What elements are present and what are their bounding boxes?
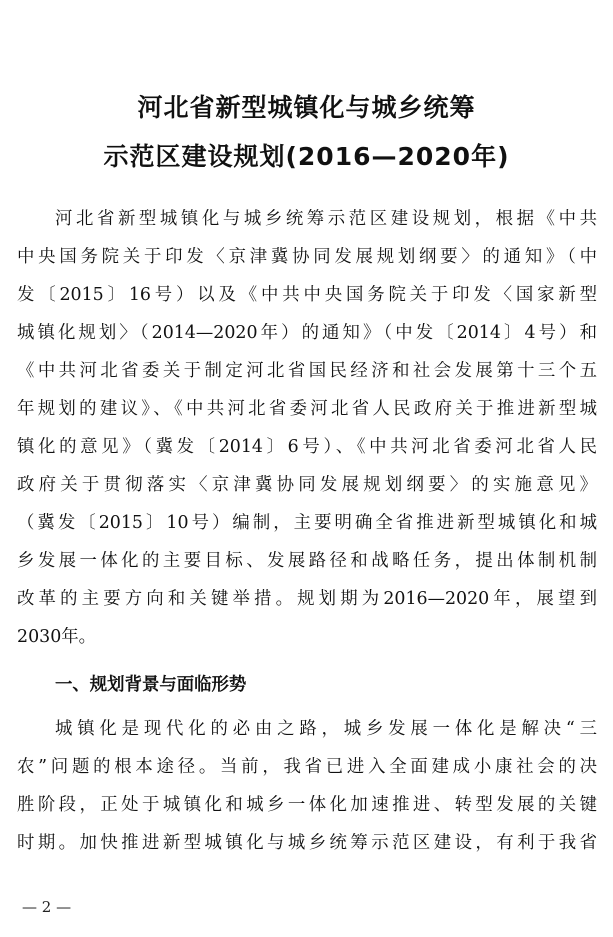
paragraph-line: 城镇化规划〉（2014—2020年）的通知》（中发〔2014〕4号）和	[17, 323, 597, 343]
paragraph-line: 2030年。	[17, 627, 97, 647]
paragraph-line: 胜阶段，正处于城镇化和城乡一体化加速推进、转型发展的关键	[17, 795, 597, 815]
paragraph-line: 农”问题的根本途径。当前，我省已进入全面建成小康社会的决	[17, 757, 597, 777]
paragraph-line: 改革的主要方向和关键举措。规划期为2016—2020年，展望到	[17, 589, 597, 609]
document-title-line-1: 河北省新型城镇化与城乡统筹	[137, 93, 476, 122]
paragraph-line: 中央国务院关于印发〈京津冀协同发展规划纲要〉的通知》（中	[17, 247, 597, 267]
paragraph-line: 年规划的建议》、《中共河北省委河北省人民政府关于推进新型城	[17, 399, 597, 419]
paragraph-line: （冀发〔2015〕10号）编制，主要明确全省推进新型城镇化和城	[17, 513, 597, 533]
paragraph-line: 河北省新型城镇化与城乡统筹示范区建设规划，根据《中共	[55, 209, 597, 229]
section-heading: 一、规划背景与面临形势	[55, 675, 247, 695]
page-number: — 2 —	[22, 898, 72, 916]
paragraph-line: 时期。加快推进新型城镇化与城乡统筹示范区建设，有利于我省	[17, 833, 597, 853]
paragraph-line: 城镇化是现代化的必由之路，城乡发展一体化是解决“三	[55, 719, 597, 739]
paragraph-line: 乡发展一体化的主要目标、发展路径和战略任务，提出体制机制	[17, 551, 597, 571]
paragraph-line: 镇化的意见》（冀发〔2014〕6号）、《中共河北省委河北省人民	[17, 437, 597, 457]
paragraph-line: 政府关于贯彻落实〈京津冀协同发展规划纲要〉的实施意见》	[17, 475, 597, 495]
document-title-line-2: 示范区建设规划(2016—2020年)	[103, 142, 510, 171]
paragraph-line: 发〔2015〕16号）以及《中共中央国务院关于印发〈国家新型	[17, 285, 597, 305]
paragraph-line: 《中共河北省委关于制定河北省国民经济和社会发展第十三个五	[17, 361, 597, 381]
